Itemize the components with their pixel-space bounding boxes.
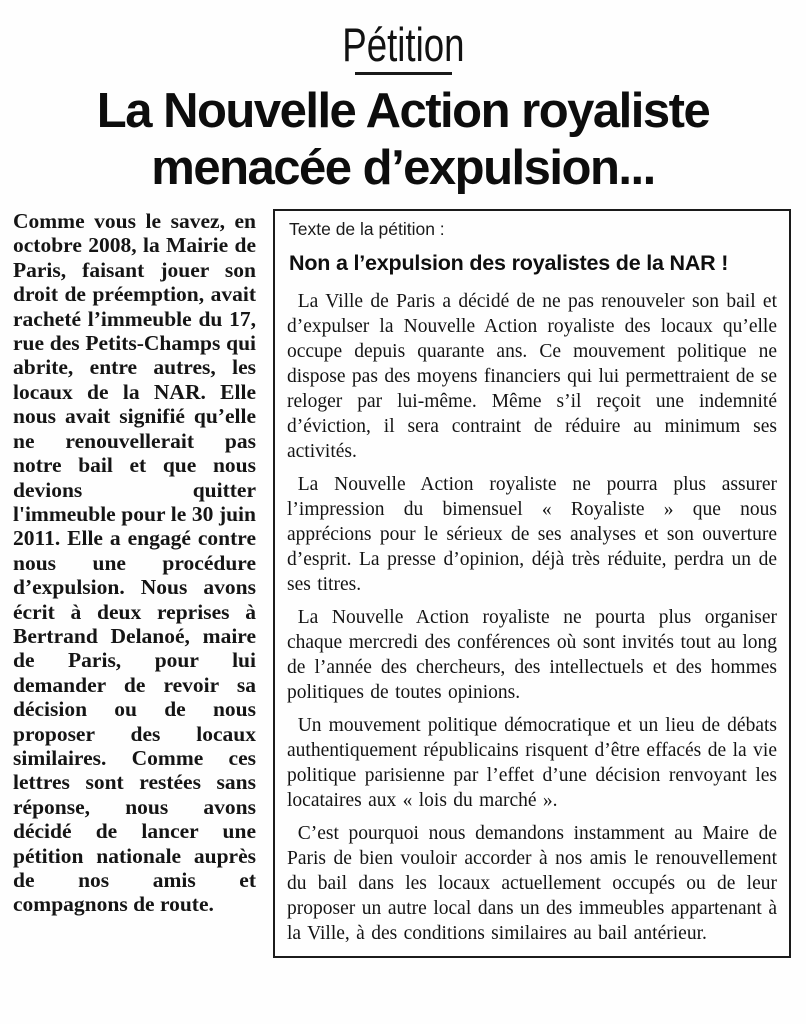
petition-box-title: Non a l’expulsion des royalistes de la NAR ! — [289, 251, 729, 276]
petition-paragraph-2: La Nouvelle Action royaliste ne pourra plus assurer l’impression du bimensuel « Royaliste » que nous apprécions pour le sérieux de ses analyses et son ouverture d’esprit. La presse d’opinion, déjà très réduite, perdra un de ses titres. — [287, 474, 777, 596]
petition-paragraph-4: Un mouvement politique démocratique et un lieu de débats authentiquement républicains risquent d’être effacés de la vie politique parisienne par l’effet d’une décision renvoyant les locataires aux « lois du marché ». — [287, 715, 777, 812]
intro-column-text: Comme vous le savez, en octobre 2008, la Mairie de Paris, faisant jouer son droit de préemption, avait racheté l’immeuble du 17, rue des Petits-Champs qui abrite, entre autres, les locaux de la NAR. Elle nous avait signifié qu’elle ne renouvellerait pas notre bail et que nous devions quitter l'immeuble pour le 30 juin 2011. Elle a engagé contre nous une procédure d’expulsion. Nous avons écrit à deux reprises à Bertrand Delanoé, maire de Paris, pour lui demander de revoir sa décision ou de nous proposer des locaux similaires. Comme ces lettres sont restées sans réponse, nous avons décidé de lancer une pétition nationale auprès de nos amis et compagnons de route. — [13, 209, 256, 917]
petition-paragraph-5: C’est pourquoi nous demandons instamment au Maire de Paris de bien vouloir accorder à nos amis le renouvellement du bail dans les locaux actuellement occupés ou de leur proposer un autre local dans un des immeubles appartenant à la Ville, à des conditions similaires au bail antérieur. — [287, 823, 777, 945]
kicker-block — [0, 0, 806, 75]
headline — [0, 83, 806, 196]
petition-box-label: Texte de la pétition : — [289, 219, 445, 240]
content-columns — [0, 209, 806, 958]
headline-line1: La Nouvelle Action royaliste — [96, 84, 710, 139]
petition-box — [273, 209, 791, 958]
headline-line2: menacée d’expulsion... — [151, 140, 655, 195]
petition-paragraph-3: La Nouvelle Action royaliste ne pourta plus organiser chaque mercredi des conférences où sont invités tout au long de l’année des chercheurs, des intellectuels et des hommes politiques de toutes opinions. — [287, 607, 777, 704]
petition-paragraph-1: La Ville de Paris a décidé de ne pas renouveler son bail et d’expulser la Nouvelle Action royaliste des locaux qu’elle occupe depuis quarante ans. Ce mouvement politique ne dispose pas des moyens financiers qui lui permettraient de se reloger par lui-même. Même s’il reçoit une indemnité d’éviction, il sera contraint de réduire au minimum ses activités. — [287, 291, 777, 463]
kicker-title: Pétition — [341, 18, 465, 71]
kicker-underline — [355, 72, 452, 75]
